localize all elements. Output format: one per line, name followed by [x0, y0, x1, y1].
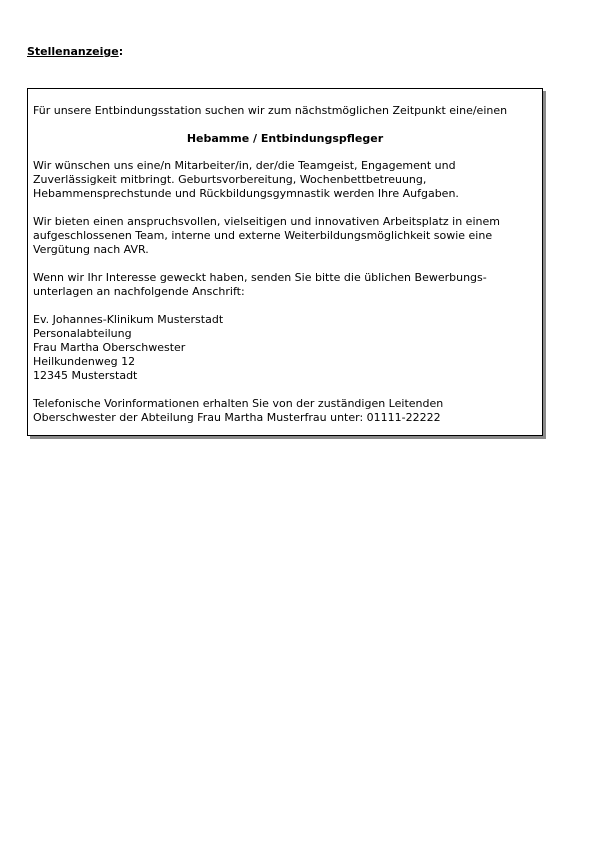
job-title: Hebamme / Entbindungspfleger — [186, 132, 384, 145]
address-contact: Frau Martha Oberschwester — [33, 341, 186, 354]
ad-address — [33, 313, 537, 383]
address-city: 12345 Musterstadt — [33, 369, 138, 382]
job-ad-box — [27, 88, 543, 436]
heading-title: Stellenanzeige — [27, 45, 119, 58]
ad-requirements: Wir wünschen uns eine/n Mitarbeiter/in, der/die Teamgeist, Engagement und Zuverlässigkeit mitbringt. Geburtsvorbereitung, Wochenbettbetreuung, Hebammensprechstunde und Rückbildungsgymnastik werden Ihre Aufgaben. — [33, 159, 459, 200]
ad-phone-info: Telefonische Vorinformationen erhalten Sie von der zuständigen Leitenden Oberschwester der Abteilung Frau Martha Musterfrau unter: 01111-22222 — [33, 397, 444, 424]
address-department: Personalabteilung — [33, 327, 132, 340]
ad-intro: Für unsere Entbindungsstation suchen wir zum nächstmöglichen Zeitpunkt eine/einen — [33, 104, 508, 117]
ad-application: Wenn wir Ihr Interesse geweckt haben, senden Sie bitte die üblichen Bewerbungs- unterlagen an nachfolgende Anschrift: — [33, 271, 487, 298]
heading-colon: : — [118, 45, 124, 58]
ad-offer: Wir bieten einen anspruchsvollen, vielseitigen und innovativen Arbeitsplatz in einem aufgeschlossenen Team, interne und externe Weiterbildungsmöglichkeit sowie eine Vergütung nach AVR. — [33, 215, 500, 256]
page-heading — [27, 45, 123, 59]
address-organization: Ev. Johannes-Klinikum Musterstadt — [33, 313, 224, 326]
address-street: Heilkundenweg 12 — [33, 355, 136, 368]
